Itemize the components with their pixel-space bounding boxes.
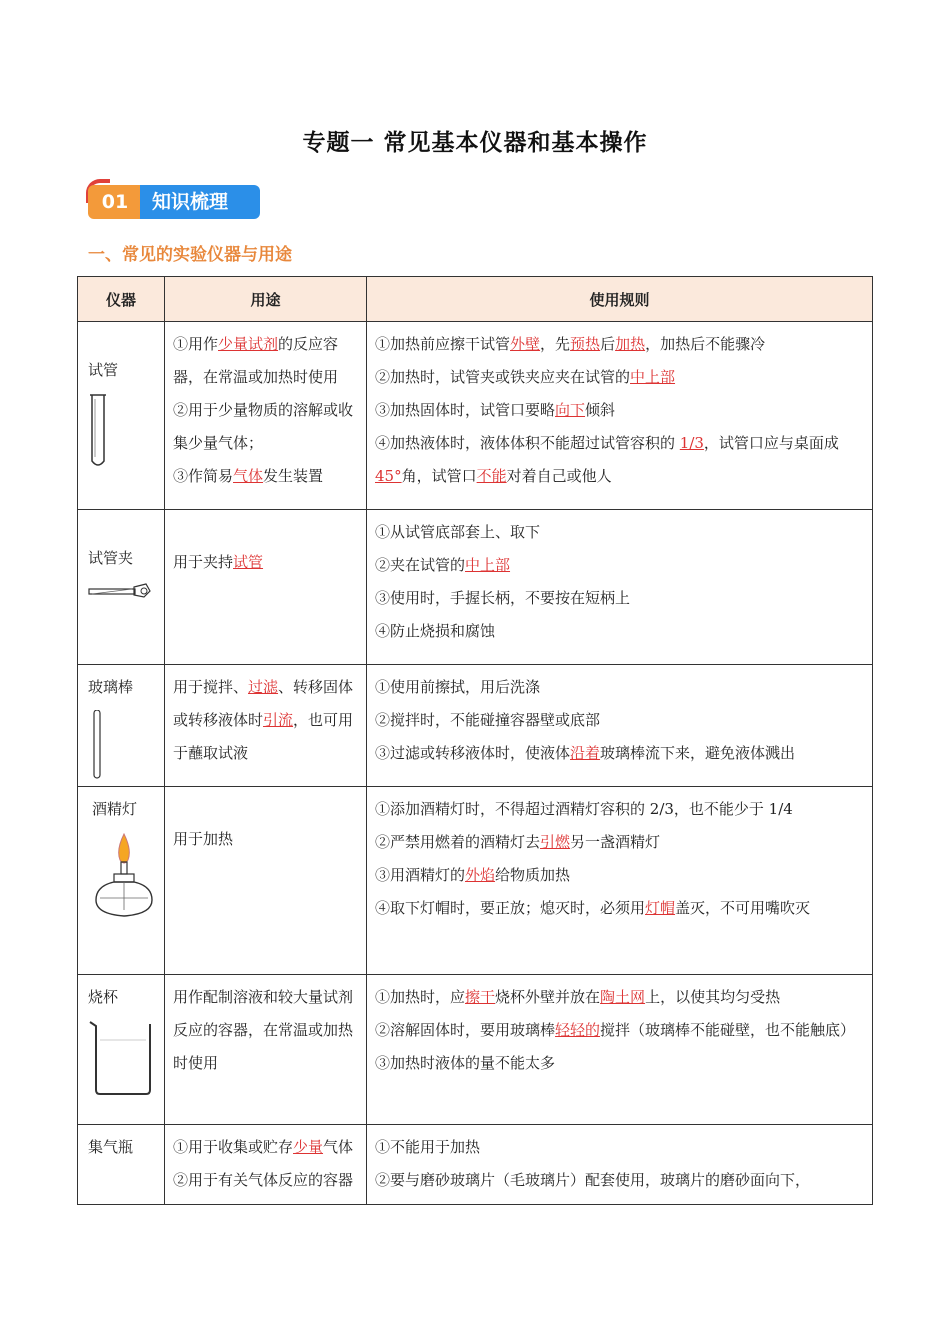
text-line [173,1164,358,1197]
text-segment: 用于搅拌、 [173,678,249,696]
header-rules: 使用规则 [367,277,873,322]
key-term: 向下 [555,401,586,419]
key-term: 外壁 [510,335,541,353]
key-term: 加热 [615,335,646,353]
rules-cell [367,787,873,975]
key-term: 45° [375,467,402,485]
alcohol-lamp-icon [92,832,156,922]
text-segment: ①用于收集或贮存 [173,1138,294,1156]
section-title: 一、常见的实验仪器与用途 [88,245,292,265]
beaker-icon [88,1020,154,1096]
key-term: 外焰 [465,866,496,884]
instrument-name: 烧杯 [88,988,119,1006]
text-segment: 对着自己或他人 [506,467,612,485]
header-instrument: 仪器 [78,277,165,322]
text-line [375,737,864,770]
text-segment: ，试管口应与桌面成 [703,434,839,452]
text-line [173,546,358,579]
key-term: 少量 [293,1138,324,1156]
key-term: 中上部 [465,556,511,574]
text-segment: ①不能用于加热 [375,1138,481,1156]
text-line [375,1164,864,1197]
use-cell [165,665,367,787]
text-segment: ②要与磨砂玻璃片（毛玻璃片）配套使用，玻璃片的磨砂面向下， [375,1171,811,1189]
text-line [375,394,864,427]
key-term: 过滤 [248,678,279,696]
use-cell [165,1125,367,1205]
text-segment: ，也可用于蘸取试液 [173,711,354,762]
use-cell [165,322,367,510]
text-line [375,826,864,859]
text-segment: 烧杯外壁并放在 [495,988,601,1006]
table-row [78,1125,873,1205]
key-term: 试管 [233,553,264,571]
instrument-name: 试管夹 [88,549,134,567]
text-segment: 用于夹持 [173,553,234,571]
page-title: 专题一 常见基本仪器和基本操作 [302,130,648,156]
rules-cell [367,665,873,787]
text-segment: ②用于少量物质的溶解或收集少量气体； [173,401,354,452]
text-line [375,549,864,582]
instrument-cell [78,322,165,510]
text-line [375,361,864,394]
text-segment: ④加热液体时，液体体积不能超过试管容积的 [375,434,680,452]
instrument-cell [78,975,165,1125]
text-segment: ②严禁用燃着的酒精灯去 [375,833,541,851]
text-segment: ③作简易 [173,467,234,485]
instrument-cell [78,510,165,665]
text-segment: ②用于有关气体反应的容器 [173,1171,354,1189]
text-segment: ③过滤或转移液体时，使液体 [375,744,571,762]
instrument-name: 玻璃棒 [88,678,134,696]
text-segment: ②搅拌时，不能碰撞容器壁或底部 [375,711,601,729]
text-segment: ①使用前擦拭，用后洗涤 [375,678,541,696]
text-segment: 用于加热 [173,830,234,848]
use-cell [165,787,367,975]
text-segment: ③用酒精灯的 [375,866,466,884]
test-tube-clamp-icon [88,581,152,603]
text-segment: 的反应容器，在常温或加热时使用 [173,335,339,386]
key-term: 擦干 [465,988,496,1006]
text-line [375,859,864,892]
table-row [78,665,873,787]
text-segment: 用作配制溶液和较大量试剂反应的容器，在常温或加热时使用 [173,988,354,1072]
text-line [173,981,358,1080]
text-segment: ②夹在试管的 [375,556,466,574]
instrument-cell [78,665,165,787]
text-segment: 发生装置 [263,467,324,485]
text-line [173,671,358,770]
text-segment: 角，试管口 [401,467,477,485]
header-use: 用途 [165,277,367,322]
use-cell [165,975,367,1125]
badge-label: 知识梳理 [140,185,260,219]
text-segment: 倾斜 [585,401,616,419]
text-segment: 给物质加热 [495,866,571,884]
badge-number: 01 [88,185,142,219]
text-segment: ③使用时，手握长柄，不要按在短柄上 [375,589,631,607]
text-segment: ③加热固体时，试管口要略 [375,401,556,419]
key-term: 轻轻的 [555,1021,601,1039]
key-term: 引流 [263,711,294,729]
text-line [173,394,358,460]
table-header-row [78,277,873,322]
text-segment: ，加热后不能骤冷 [645,335,766,353]
table-row [78,787,873,975]
text-segment: ③加热时液体的量不能太多 [375,1054,556,1072]
text-segment: ①加热时，应 [375,988,466,1006]
text-line [375,1131,864,1164]
key-term: 1/3 [679,434,704,452]
text-line [375,516,864,549]
key-term: 陶土网 [600,988,646,1006]
text-line [375,328,864,361]
text-line [375,704,864,737]
instrument-table [77,276,873,1205]
text-segment: 另一盏酒精灯 [570,833,661,851]
use-cell [165,510,367,665]
rules-cell [367,510,873,665]
text-line [375,427,864,493]
test-tube-icon [88,393,108,471]
instrument-name: 集气瓶 [88,1138,134,1156]
text-segment: ①添加酒精灯时，不得超过酒精灯容积的 2/3，也不能少于 1/4 [375,800,793,818]
key-term: 引燃 [540,833,571,851]
text-line [173,328,358,394]
text-segment: 上，以使其均匀受热 [645,988,781,1006]
key-term: 少量试剂 [218,335,279,353]
text-segment: ④防止烧损和腐蚀 [375,622,496,640]
text-segment: ②加热时，试管夹或铁夹应夹在试管的 [375,368,631,386]
text-line [173,460,358,493]
key-term: 灯帽 [645,899,676,917]
text-line [173,823,358,856]
text-line [173,1131,358,1164]
text-line [375,892,864,925]
text-line [375,671,864,704]
key-term: 不能 [476,467,507,485]
key-term: 中上部 [630,368,676,386]
rules-cell [367,322,873,510]
text-line [375,1047,864,1080]
glass-rod-icon [88,710,108,780]
text-segment: 盖灭，不可用嘴吹灭 [675,899,811,917]
text-segment: 、转移固体或转移液体时 [173,678,354,729]
text-segment: 玻璃棒流下来，避免液体溅出 [600,744,796,762]
text-line [375,793,864,826]
rules-cell [367,1125,873,1205]
text-line [375,615,864,648]
text-segment: ，先 [540,335,571,353]
table-row [78,510,873,665]
table-row [78,975,873,1125]
instrument-cell [78,787,165,975]
rules-cell [367,975,873,1125]
text-segment: ②溶解固体时，要用玻璃棒 [375,1021,556,1039]
text-line [375,1014,864,1047]
text-segment: 气体 [323,1138,354,1156]
text-segment: ①加热前应擦干试管 [375,335,511,353]
instrument-cell [78,1125,165,1205]
text-line [375,582,864,615]
text-segment: 后 [600,335,616,353]
instrument-name: 试管 [88,361,119,379]
key-term: 预热 [570,335,601,353]
key-term: 气体 [233,467,264,485]
text-line [375,981,864,1014]
table-row [78,322,873,510]
section-badge [88,183,260,223]
text-segment: ①用作 [173,335,219,353]
text-segment: 搅拌（玻璃棒不能碰壁，也不能触底） [600,1021,856,1039]
text-segment: ④取下灯帽时，要正放；熄灭时，必须用 [375,899,646,917]
text-segment: ①从试管底部套上、取下 [375,523,541,541]
key-term: 沿着 [570,744,601,762]
instrument-name: 酒精灯 [92,800,138,818]
